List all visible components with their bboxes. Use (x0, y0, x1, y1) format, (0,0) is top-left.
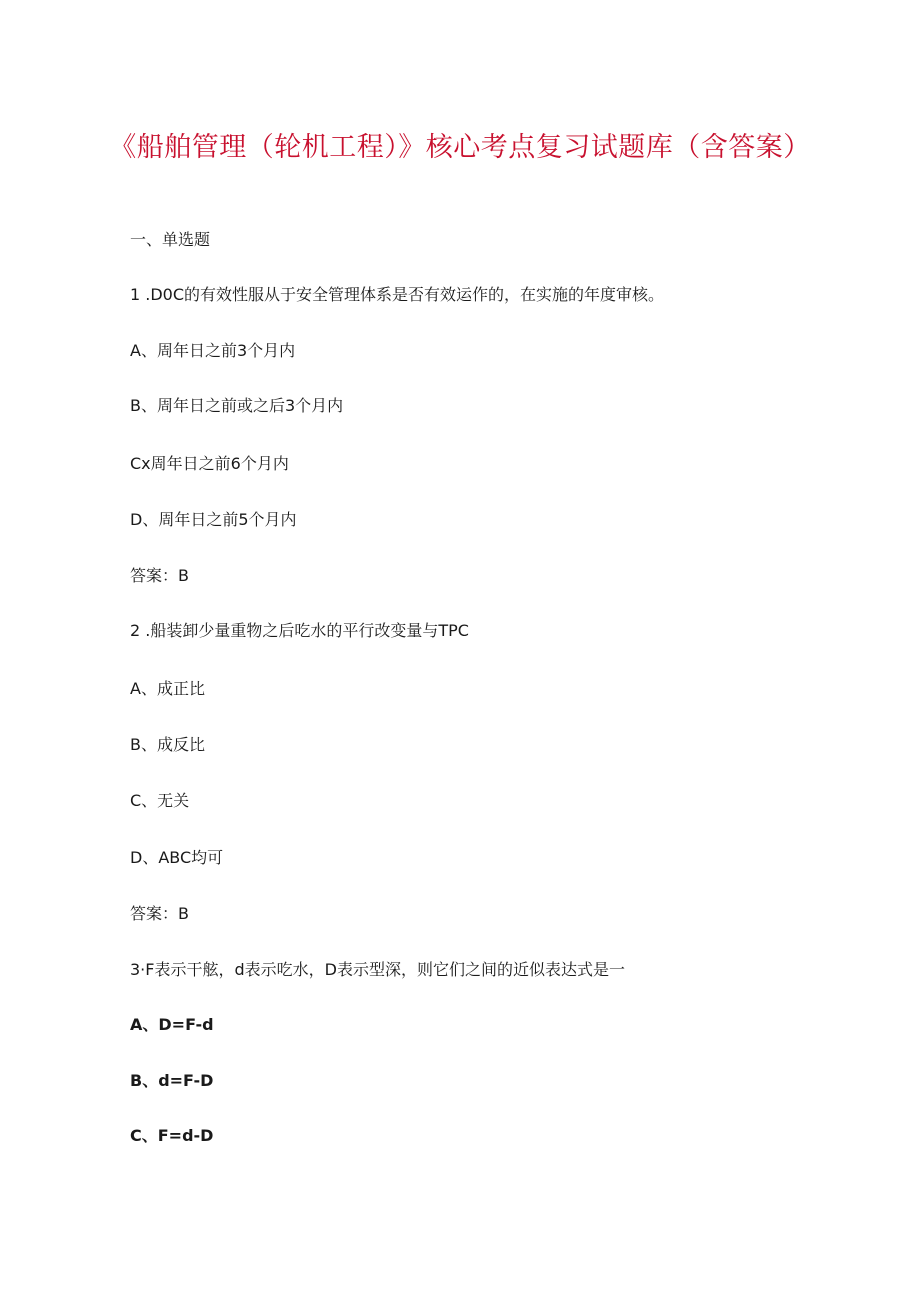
section-heading: 一、单选题 (130, 230, 211, 249)
option-b: B、d=F-D (130, 1071, 214, 1090)
option-c: C、无关 (130, 791, 190, 810)
option-a: A、D=F-d (130, 1015, 214, 1034)
question-stem: 2 .船装卸少量重物之后吃水的平行改变量与TPC (130, 621, 469, 640)
answer: 答案：B (130, 566, 189, 585)
option-c: C、F=d-D (130, 1126, 214, 1145)
document-title: 《船舶管理（轮机工程）》核心考点复习试题库（含答案） (109, 132, 811, 163)
question-stem: 3·F表示干舷，d表示吃水，D表示型深，则它们之间的近似表达式是一 (130, 960, 625, 979)
option-a: A、成正比 (130, 679, 205, 698)
option-b: B、周年日之前或之后3个月内 (130, 396, 344, 415)
option-d: D、ABC均可 (130, 848, 224, 867)
question-stem: 1 .D0C的有效性服从于安全管理体系是否有效运作的，在实施的年度审核。 (130, 285, 665, 304)
option-c: Cx周年日之前6个月内 (130, 454, 289, 473)
answer: 答案：B (130, 904, 189, 923)
option-d: D、周年日之前5个月内 (130, 510, 297, 529)
option-b: B、成反比 (130, 735, 205, 754)
option-a: A、周年日之前3个月内 (130, 341, 296, 360)
